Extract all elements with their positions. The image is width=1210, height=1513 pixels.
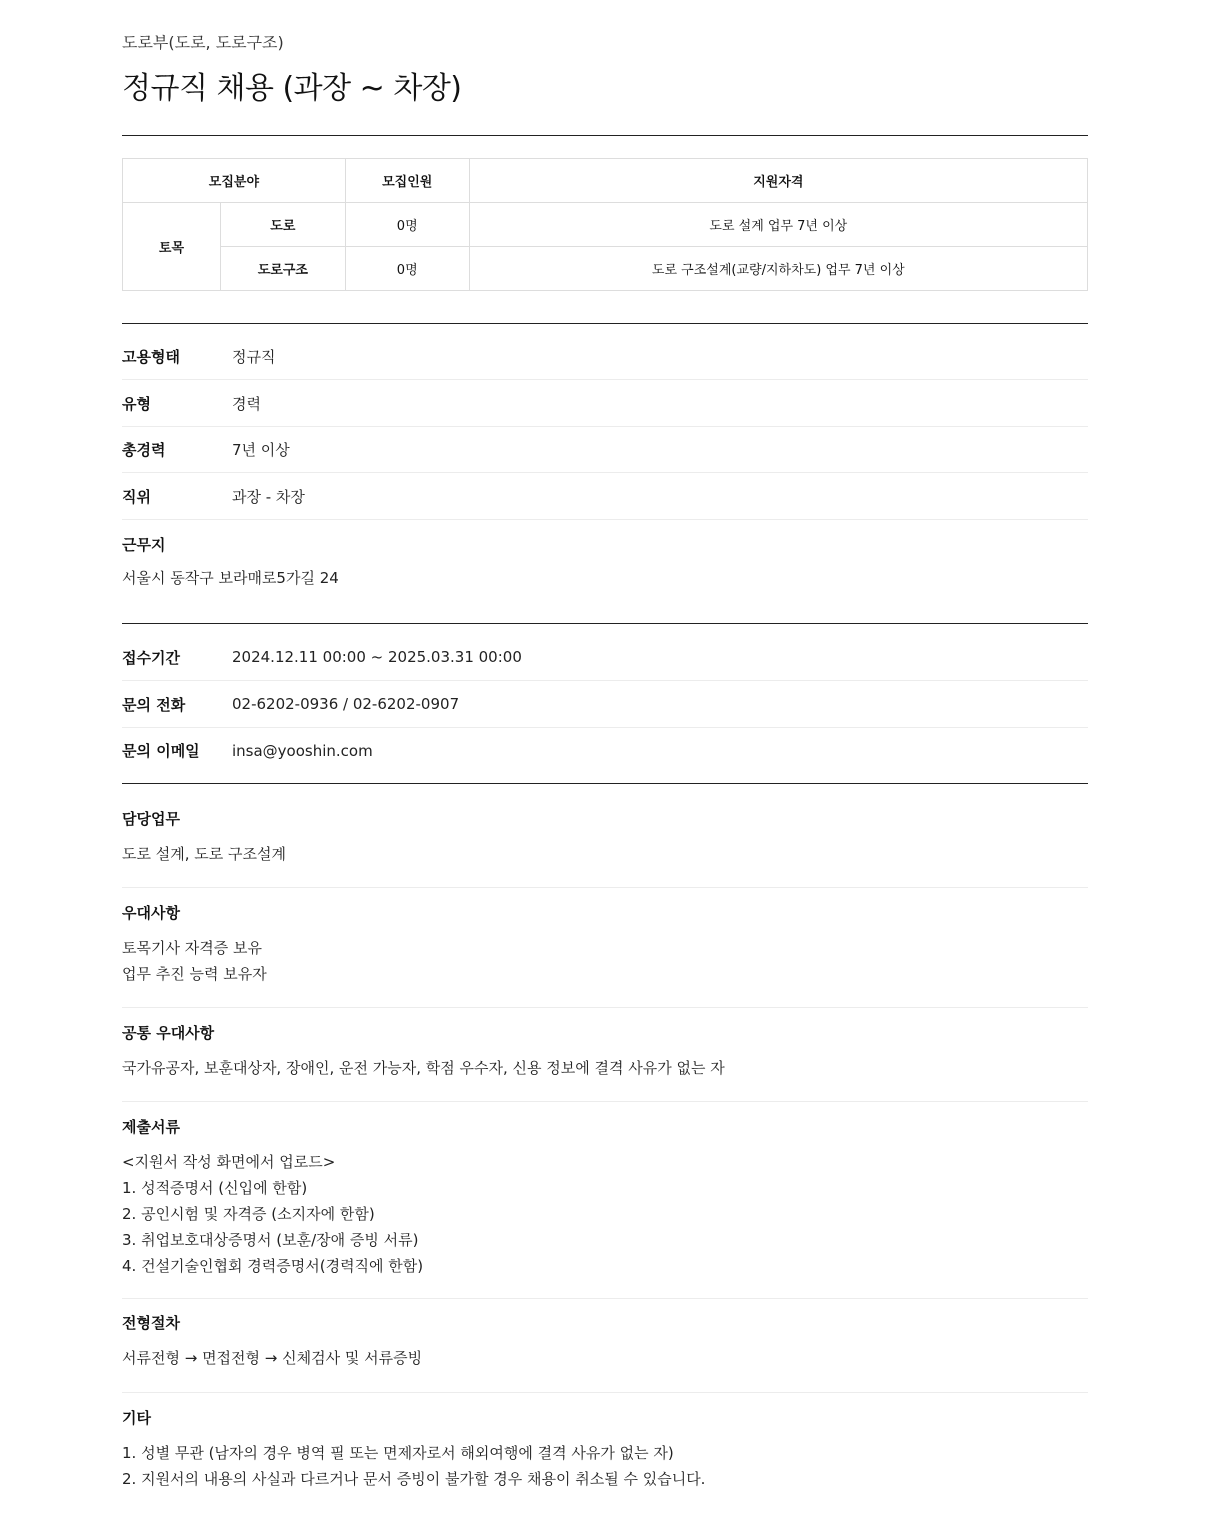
preference-lines <box>122 935 1088 987</box>
section-divider <box>122 623 1088 624</box>
kind-value: 경력 <box>232 394 261 413</box>
preference-block <box>122 903 1088 987</box>
department-label: 도로부(도로, 도로구조) <box>122 33 284 52</box>
etc-lines <box>122 1440 1088 1492</box>
block-divider <box>122 1101 1088 1102</box>
count-cell: 0명 <box>345 203 469 247</box>
table-row <box>123 203 1088 247</box>
common-preference-line: 국가유공자, 보훈대상자, 장애인, 운전 가능자, 학점 우수자, 신용 정보에 결격 사유가 없는 자 <box>122 1059 725 1077</box>
etc-block <box>122 1408 1088 1492</box>
etc-line: 1. 성별 무관 (남자의 경우 병역 필 또는 면제자로서 해외여행에 결격 사유가 없는 자) <box>122 1444 674 1462</box>
header-qualification: 지원자격 <box>469 159 1087 203</box>
header-field: 모집분야 <box>123 159 346 203</box>
phone-value: 02-6202-0936 / 02-6202-0907 <box>232 695 460 713</box>
location-label: 근무지 <box>122 536 166 554</box>
block-divider <box>122 1007 1088 1008</box>
period-row <box>122 634 1088 681</box>
documents-line: 4. 건설기술인협회 경력증명서(경력직에 한함) <box>122 1257 424 1275</box>
etc-line: 2. 지원서의 내용의 사실과 다르거나 문서 증빙이 불가할 경우 채용이 취소될 수 있습니다. <box>122 1470 706 1488</box>
count-cell: 0명 <box>345 247 469 291</box>
kind-label: 유형 <box>122 394 151 413</box>
employment-type-label: 고용형태 <box>122 347 180 366</box>
page-title: 정규직 채용 (과장 ~ 차장) <box>122 71 462 106</box>
kind-row <box>122 380 1088 427</box>
career-label: 총경력 <box>122 440 166 459</box>
phone-row <box>122 681 1088 728</box>
table-row <box>123 247 1088 291</box>
documents-line: <지원서 작성 화면에서 업로드> <box>122 1153 336 1171</box>
documents-line: 2. 공인시험 및 자격증 (소지자에 한함) <box>122 1205 375 1223</box>
section-divider <box>122 323 1088 324</box>
header-count: 모집인원 <box>345 159 469 203</box>
common-preference-label: 공통 우대사항 <box>122 1024 215 1042</box>
field-cell: 도로 <box>220 203 345 247</box>
process-label: 전형절차 <box>122 1314 180 1332</box>
table-header-row <box>123 159 1088 203</box>
location-block <box>122 535 1088 591</box>
process-line: 서류전형 → 면접전형 → 신체검사 및 서류증빙 <box>122 1349 423 1367</box>
section-divider <box>122 783 1088 784</box>
email-value[interactable]: insa@yooshin.com <box>232 741 373 760</box>
email-row <box>122 727 1088 774</box>
block-divider <box>122 887 1088 888</box>
etc-label: 기타 <box>122 1409 151 1427</box>
title-divider <box>122 135 1088 136</box>
qualification-cell: 도로 구조설계(교량/지하차도) 업무 7년 이상 <box>469 247 1087 291</box>
documents-line: 3. 취업보호대상증명서 (보훈/장애 증빙 서류) <box>122 1231 419 1249</box>
process-lines <box>122 1345 1088 1371</box>
category-cell: 토목 <box>123 203 221 291</box>
position-label: 직위 <box>122 487 151 506</box>
preference-line: 업무 추진 능력 보유자 <box>122 965 267 983</box>
documents-block <box>122 1117 1088 1279</box>
position-row <box>122 473 1088 520</box>
period-value: 2024.12.11 00:00 ~ 2025.03.31 00:00 <box>232 648 522 666</box>
career-value: 7년 이상 <box>232 440 290 459</box>
process-block <box>122 1313 1088 1371</box>
phone-label: 문의 전화 <box>122 695 186 714</box>
employment-type-row <box>122 333 1088 380</box>
common-preference-block <box>122 1023 1088 1081</box>
block-divider <box>122 1298 1088 1299</box>
documents-label: 제출서류 <box>122 1118 180 1136</box>
duty-line: 도로 설계, 도로 구조설계 <box>122 845 286 863</box>
location-value: 서울시 동작구 보라매로5가길 24 <box>122 569 339 587</box>
career-row <box>122 426 1088 473</box>
common-preference-lines <box>122 1055 1088 1081</box>
employment-type-value: 정규직 <box>232 347 276 366</box>
preference-line: 토목기사 자격증 보유 <box>122 939 262 957</box>
email-label: 문의 이메일 <box>122 742 200 760</box>
duty-lines <box>122 841 1088 867</box>
position-value: 과장 - 차장 <box>232 487 305 506</box>
preference-label: 우대사항 <box>122 904 180 922</box>
recruit-table <box>122 158 1088 291</box>
duty-label: 담당업무 <box>122 810 180 828</box>
qualification-cell: 도로 설계 업무 7년 이상 <box>469 203 1087 247</box>
field-cell: 도로구조 <box>220 247 345 291</box>
period-label: 접수기간 <box>122 648 180 667</box>
documents-lines <box>122 1149 1088 1279</box>
documents-line: 1. 성적증명서 (신입에 한함) <box>122 1179 308 1197</box>
duty-block <box>122 809 1088 867</box>
block-divider <box>122 1392 1088 1393</box>
